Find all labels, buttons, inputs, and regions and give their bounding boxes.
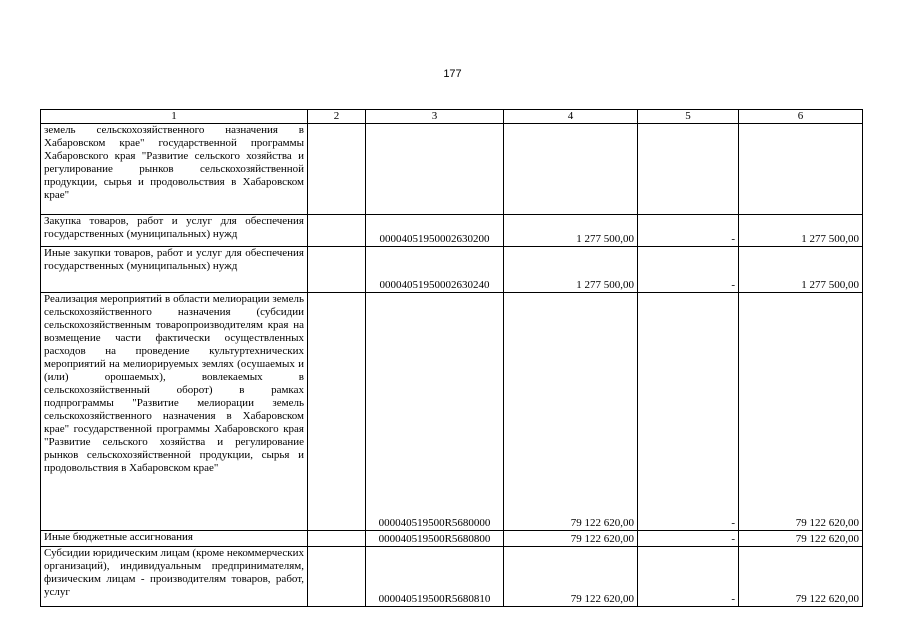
column-header: 6 [739, 110, 863, 124]
row-code: 00004051950002630200 [366, 215, 504, 247]
table-row [41, 293, 863, 531]
row-col4: 79 122 620,00 [504, 531, 638, 547]
column-header: 4 [504, 110, 638, 124]
column-header: 1 [41, 110, 308, 124]
table-row [41, 531, 863, 547]
table-row [41, 247, 863, 293]
row-description: Реализация мероприятий в области мелиорации земель сельскохозяйственного назначения (субсидии сельскохозяйственным товаропроизводителям края на возмещение части фактически осуществленных расходов на проведение культуртехнических мероприятий на мелиорируемых землях (осушаемых и (или) орошаемых), вовлекаемых в сельскохозяйственный оборот) в рамках подпрограммы "Развитие мелиорации земель сельскохозяйственного назначения в Хабаровском крае" государственной программы Хабаровского края "Развитие сельского хозяйства и регулирование рынков сельскохозяйственной продукции, сырья и продовольствия в Хабаровском крае" [41, 293, 308, 531]
row-col2 [308, 531, 366, 547]
row-col2 [308, 247, 366, 293]
row-col6: 79 122 620,00 [739, 531, 863, 547]
row-col4: 1 277 500,00 [504, 247, 638, 293]
row-code: 00004051950002630240 [366, 247, 504, 293]
row-code [366, 124, 504, 215]
column-header: 2 [308, 110, 366, 124]
row-col4: 79 122 620,00 [504, 293, 638, 531]
row-col6 [739, 124, 863, 215]
table-row [41, 215, 863, 247]
row-col5: - [638, 215, 739, 247]
page-number: 177 [443, 68, 462, 80]
row-col5 [638, 124, 739, 215]
row-description: Иные закупки товаров, работ и услуг для обеспечения государственных (муниципальных) нужд [41, 247, 308, 293]
row-col2 [308, 547, 366, 607]
row-description: Субсидии юридическим лицам (кроме некоммерческих организаций), индивидуальным предпринимателям, физическим лицам - производителям товаров, работ, услуг [41, 547, 308, 607]
row-description: земель сельскохозяйственного назначения в Хабаровском крае" государственной программы Хабаровского края "Развитие сельского хозяйства и регулирование рынков сельскохозяйственной продукции, сырья и продовольствия в Хабаровском крае" [41, 124, 308, 215]
row-col6: 1 277 500,00 [739, 215, 863, 247]
row-col6: 79 122 620,00 [739, 293, 863, 531]
row-col2 [308, 124, 366, 215]
row-code: 000040519500R5680000 [366, 293, 504, 531]
row-col5: - [638, 547, 739, 607]
row-col4: 1 277 500,00 [504, 215, 638, 247]
row-code: 000040519500R5680810 [366, 547, 504, 607]
table-header-row [41, 110, 863, 124]
row-col4: 79 122 620,00 [504, 547, 638, 607]
row-code: 000040519500R5680800 [366, 531, 504, 547]
row-col5: - [638, 247, 739, 293]
row-col6: 1 277 500,00 [739, 247, 863, 293]
row-col2 [308, 215, 366, 247]
row-col2 [308, 293, 366, 531]
column-header: 5 [638, 110, 739, 124]
column-header: 3 [366, 110, 504, 124]
row-col5: - [638, 531, 739, 547]
row-col6: 79 122 620,00 [739, 547, 863, 607]
row-description: Закупка товаров, работ и услуг для обеспечения государственных (муниципальных) нужд [41, 215, 308, 247]
table-row [41, 124, 863, 215]
budget-table [40, 109, 863, 607]
table-row [41, 547, 863, 607]
row-col4 [504, 124, 638, 215]
row-col5: - [638, 293, 739, 531]
row-description: Иные бюджетные ассигнования [41, 531, 308, 547]
